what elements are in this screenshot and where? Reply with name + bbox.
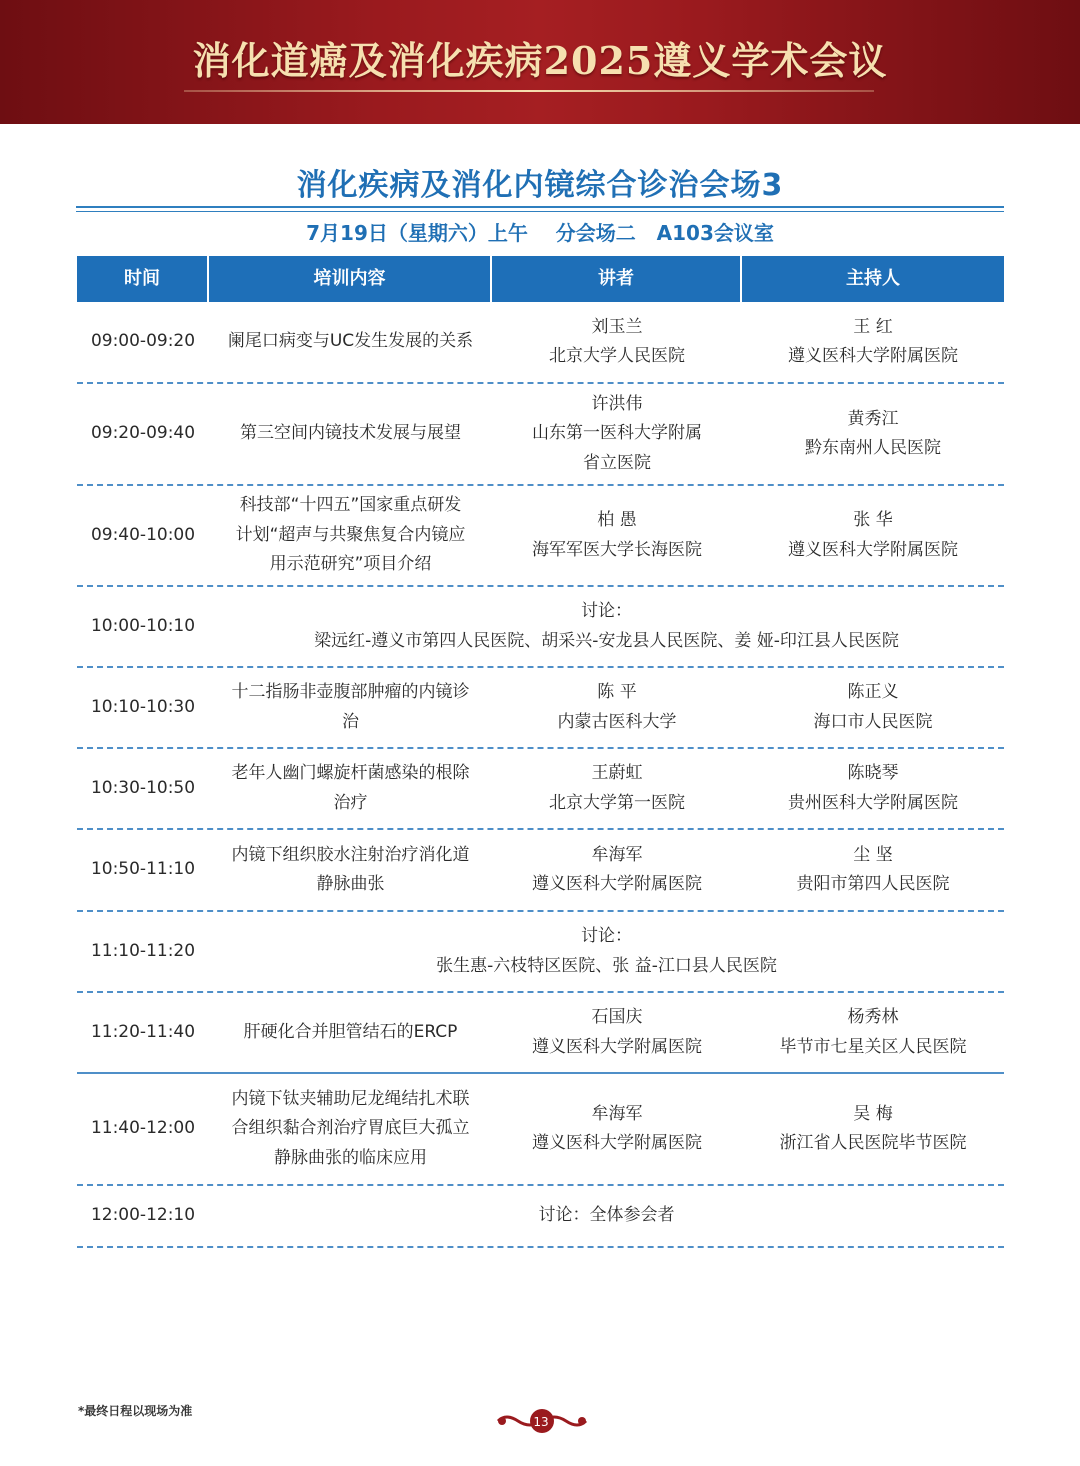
title-divider-bottom	[76, 211, 1004, 212]
cell-host: 尘 坚 贵阳市第四人民医院	[796, 844, 950, 894]
cell-time: 11:10-11:20	[90, 940, 196, 961]
cell-topic: 肝硬化合并胆管结石的ERCP	[243, 1021, 458, 1042]
banner-divider	[184, 90, 874, 92]
header-speaker: 讲者	[492, 256, 742, 302]
cell-host: 吴 梅 浙江省人民医院毕节医院	[779, 1103, 967, 1153]
cell-time: 11:40-12:00	[90, 1118, 196, 1139]
cell-host: 王 红 遵义医科大学附属医院	[788, 316, 958, 366]
table-row	[77, 384, 1004, 486]
cell-speaker: 柏 愚 海军军医大学长海医院	[532, 510, 702, 560]
cell-time: 11:20-11:40	[90, 1021, 196, 1042]
cell-time: 10:00-10:10	[90, 615, 196, 636]
table-row	[77, 668, 1004, 749]
cell-host: 杨秀林 毕节市七星关区人民医院	[779, 1007, 967, 1057]
footnote: *最终日程以现场为准	[78, 1404, 193, 1418]
cell-time: 09:20-09:40	[90, 423, 196, 444]
table-row	[77, 830, 1004, 912]
cell-speaker: 牟海军 遵义医科大学附属医院	[532, 1103, 702, 1153]
table-row	[77, 1074, 1004, 1186]
table-row	[77, 587, 1004, 668]
cell-topic: 十二指肠非壶腹部肿瘤的内镜诊 治	[231, 682, 470, 732]
header-topic: 培训内容	[209, 256, 492, 302]
schedule-table-header	[77, 256, 1004, 302]
page-number: 13	[533, 1415, 549, 1429]
cell-host: 黄秀江 黔东南州人民医院	[805, 408, 941, 458]
cell-speaker: 牟海军 遵义医科大学附属医院	[532, 844, 702, 894]
title-divider-top	[76, 206, 1004, 208]
cell-host: 陈晓琴 贵州医科大学附属医院	[788, 763, 958, 813]
cell-topic: 老年人幽门螺旋杆菌感染的根除 治疗	[231, 763, 470, 813]
cell-topic: 内镜下钛夹辅助尼龙绳结扎术联 合组织黏合剂治疗胃底巨大孤立 静脉曲张的临床应用	[231, 1088, 470, 1168]
cell-time: 10:50-11:10	[90, 859, 196, 880]
session-title: 消化疾病及消化内镜综合诊治会场3	[296, 168, 784, 203]
cell-time: 10:30-10:50	[90, 777, 196, 798]
cell-host: 陈正义 海口市人民医院	[813, 682, 933, 732]
cell-discussion: 讨论：全体参会者	[538, 1205, 675, 1226]
table-row	[77, 993, 1004, 1074]
table-row	[77, 1186, 1004, 1248]
header-host: 主持人	[742, 256, 1004, 302]
cell-speaker: 石国庆 遵义医科大学附属医院	[532, 1007, 702, 1057]
cell-discussion: 讨论： 梁远红-遵义市第四人民医院、胡采兴-安龙县人民医院、姜 娅-印江县人民医院	[314, 601, 899, 651]
cell-topic: 内镜下组织胶水注射治疗消化道 静脉曲张	[231, 844, 470, 894]
cell-topic: 第三空间内镜技术发展与展望	[240, 423, 461, 444]
cell-speaker: 刘玉兰 北京大学人民医院	[549, 316, 685, 366]
cell-host: 张 华 遵义医科大学附属医院	[788, 510, 958, 560]
cell-discussion: 讨论： 张生惠-六枝特区医院、张 益-江口县人民医院	[436, 926, 777, 976]
cell-speaker: 陈 平 内蒙古医科大学	[557, 682, 677, 732]
table-row	[77, 912, 1004, 993]
table-row	[77, 486, 1004, 587]
cell-speaker: 许洪伟 山东第一医科大学附属 省立医院	[532, 393, 702, 473]
conference-title: 消化道癌及消化疾病2025遵义学术会议	[192, 38, 888, 83]
session-subtitle: 7月19日（星期六）上午 分会场二 A103会议室	[306, 221, 774, 245]
cell-time: 12:00-12:10	[90, 1205, 196, 1226]
table-row	[77, 749, 1004, 830]
header-banner	[0, 0, 1080, 124]
cell-speaker: 王蔚虹 北京大学第一医院	[549, 763, 685, 813]
cell-time: 09:00-09:20	[90, 331, 196, 352]
cell-time: 10:10-10:30	[90, 696, 196, 717]
cell-topic: 科技部“十四五”国家重点研发 计划“超声与共聚焦复合内镜应 用示范研究”项目介绍	[235, 495, 466, 575]
cell-time: 09:40-10:00	[90, 524, 196, 545]
table-row	[77, 302, 1004, 384]
header-time: 时间	[77, 256, 209, 302]
cell-topic: 阑尾口病变与UC发生发展的关系	[227, 331, 474, 352]
